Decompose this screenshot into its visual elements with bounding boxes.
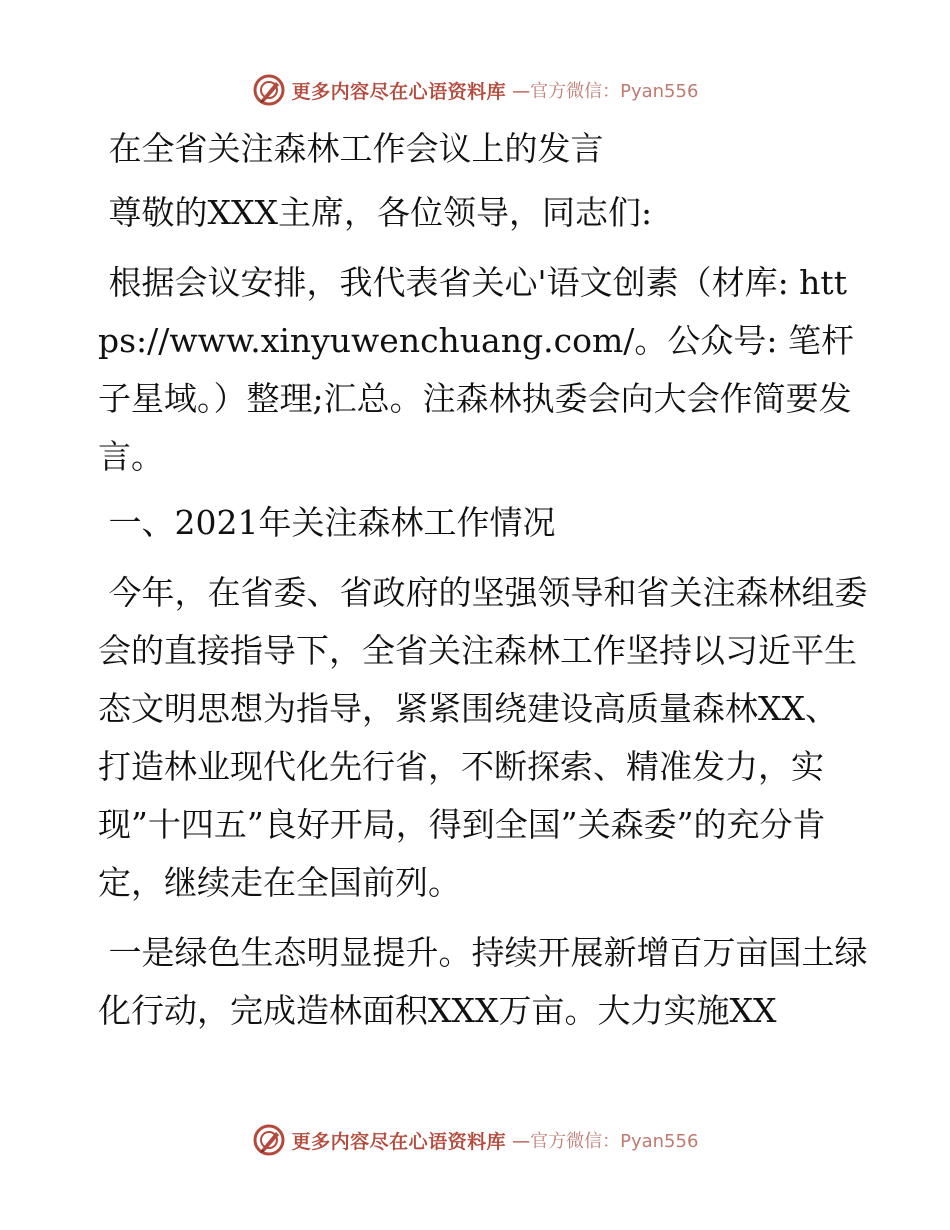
document-body: [98, 120, 868, 1040]
section-heading: 一、2021年关注森林工作情况: [98, 503, 556, 542]
body-paragraph: 今年，在省委、省政府的坚强领导和省关注森林组委会的直接指导下，全省关注森林工作坚持以习近平生态文明思想为指导，紧紧围绕建设高质量森林XX、打造林业现代化先行省，不断探索、精准发力，实现”十四五”良好开局，得到全国”关森委”的充分肯定，继续走在全国前列。: [98, 573, 868, 902]
footer-banner-text: 更多内容尽在心语资料库: [291, 1130, 507, 1153]
footer-wechat-text: —官方微信：Pyan556: [512, 1131, 699, 1152]
header-banner: [0, 70, 950, 110]
pen-logo-icon: [252, 73, 286, 107]
header-banner-text: 更多内容尽在心语资料库: [291, 80, 507, 103]
footer-banner: [0, 1120, 950, 1160]
intro-paragraph: 根据会议安排，我代表省关心'语文创素（材库: https://www.xinyuwenchuang.com/。公众号: 笔杆子星域。）整理;汇总。注森林执委会向大会作简要发言。: [98, 263, 854, 476]
document-title: 在全省关注森林工作会议上的发言: [98, 129, 604, 168]
greeting-paragraph: 尊敬的XXX主席，各位领导，同志们:: [98, 193, 653, 232]
pen-logo-icon: [252, 1123, 286, 1157]
header-wechat-text: —官方微信：Pyan556: [512, 81, 699, 102]
body-paragraph: 一是绿色生态明显提升。持续开展新增百万亩国土绿化行动，完成造林面积XXX万亩。大力实施XX: [98, 933, 868, 1030]
